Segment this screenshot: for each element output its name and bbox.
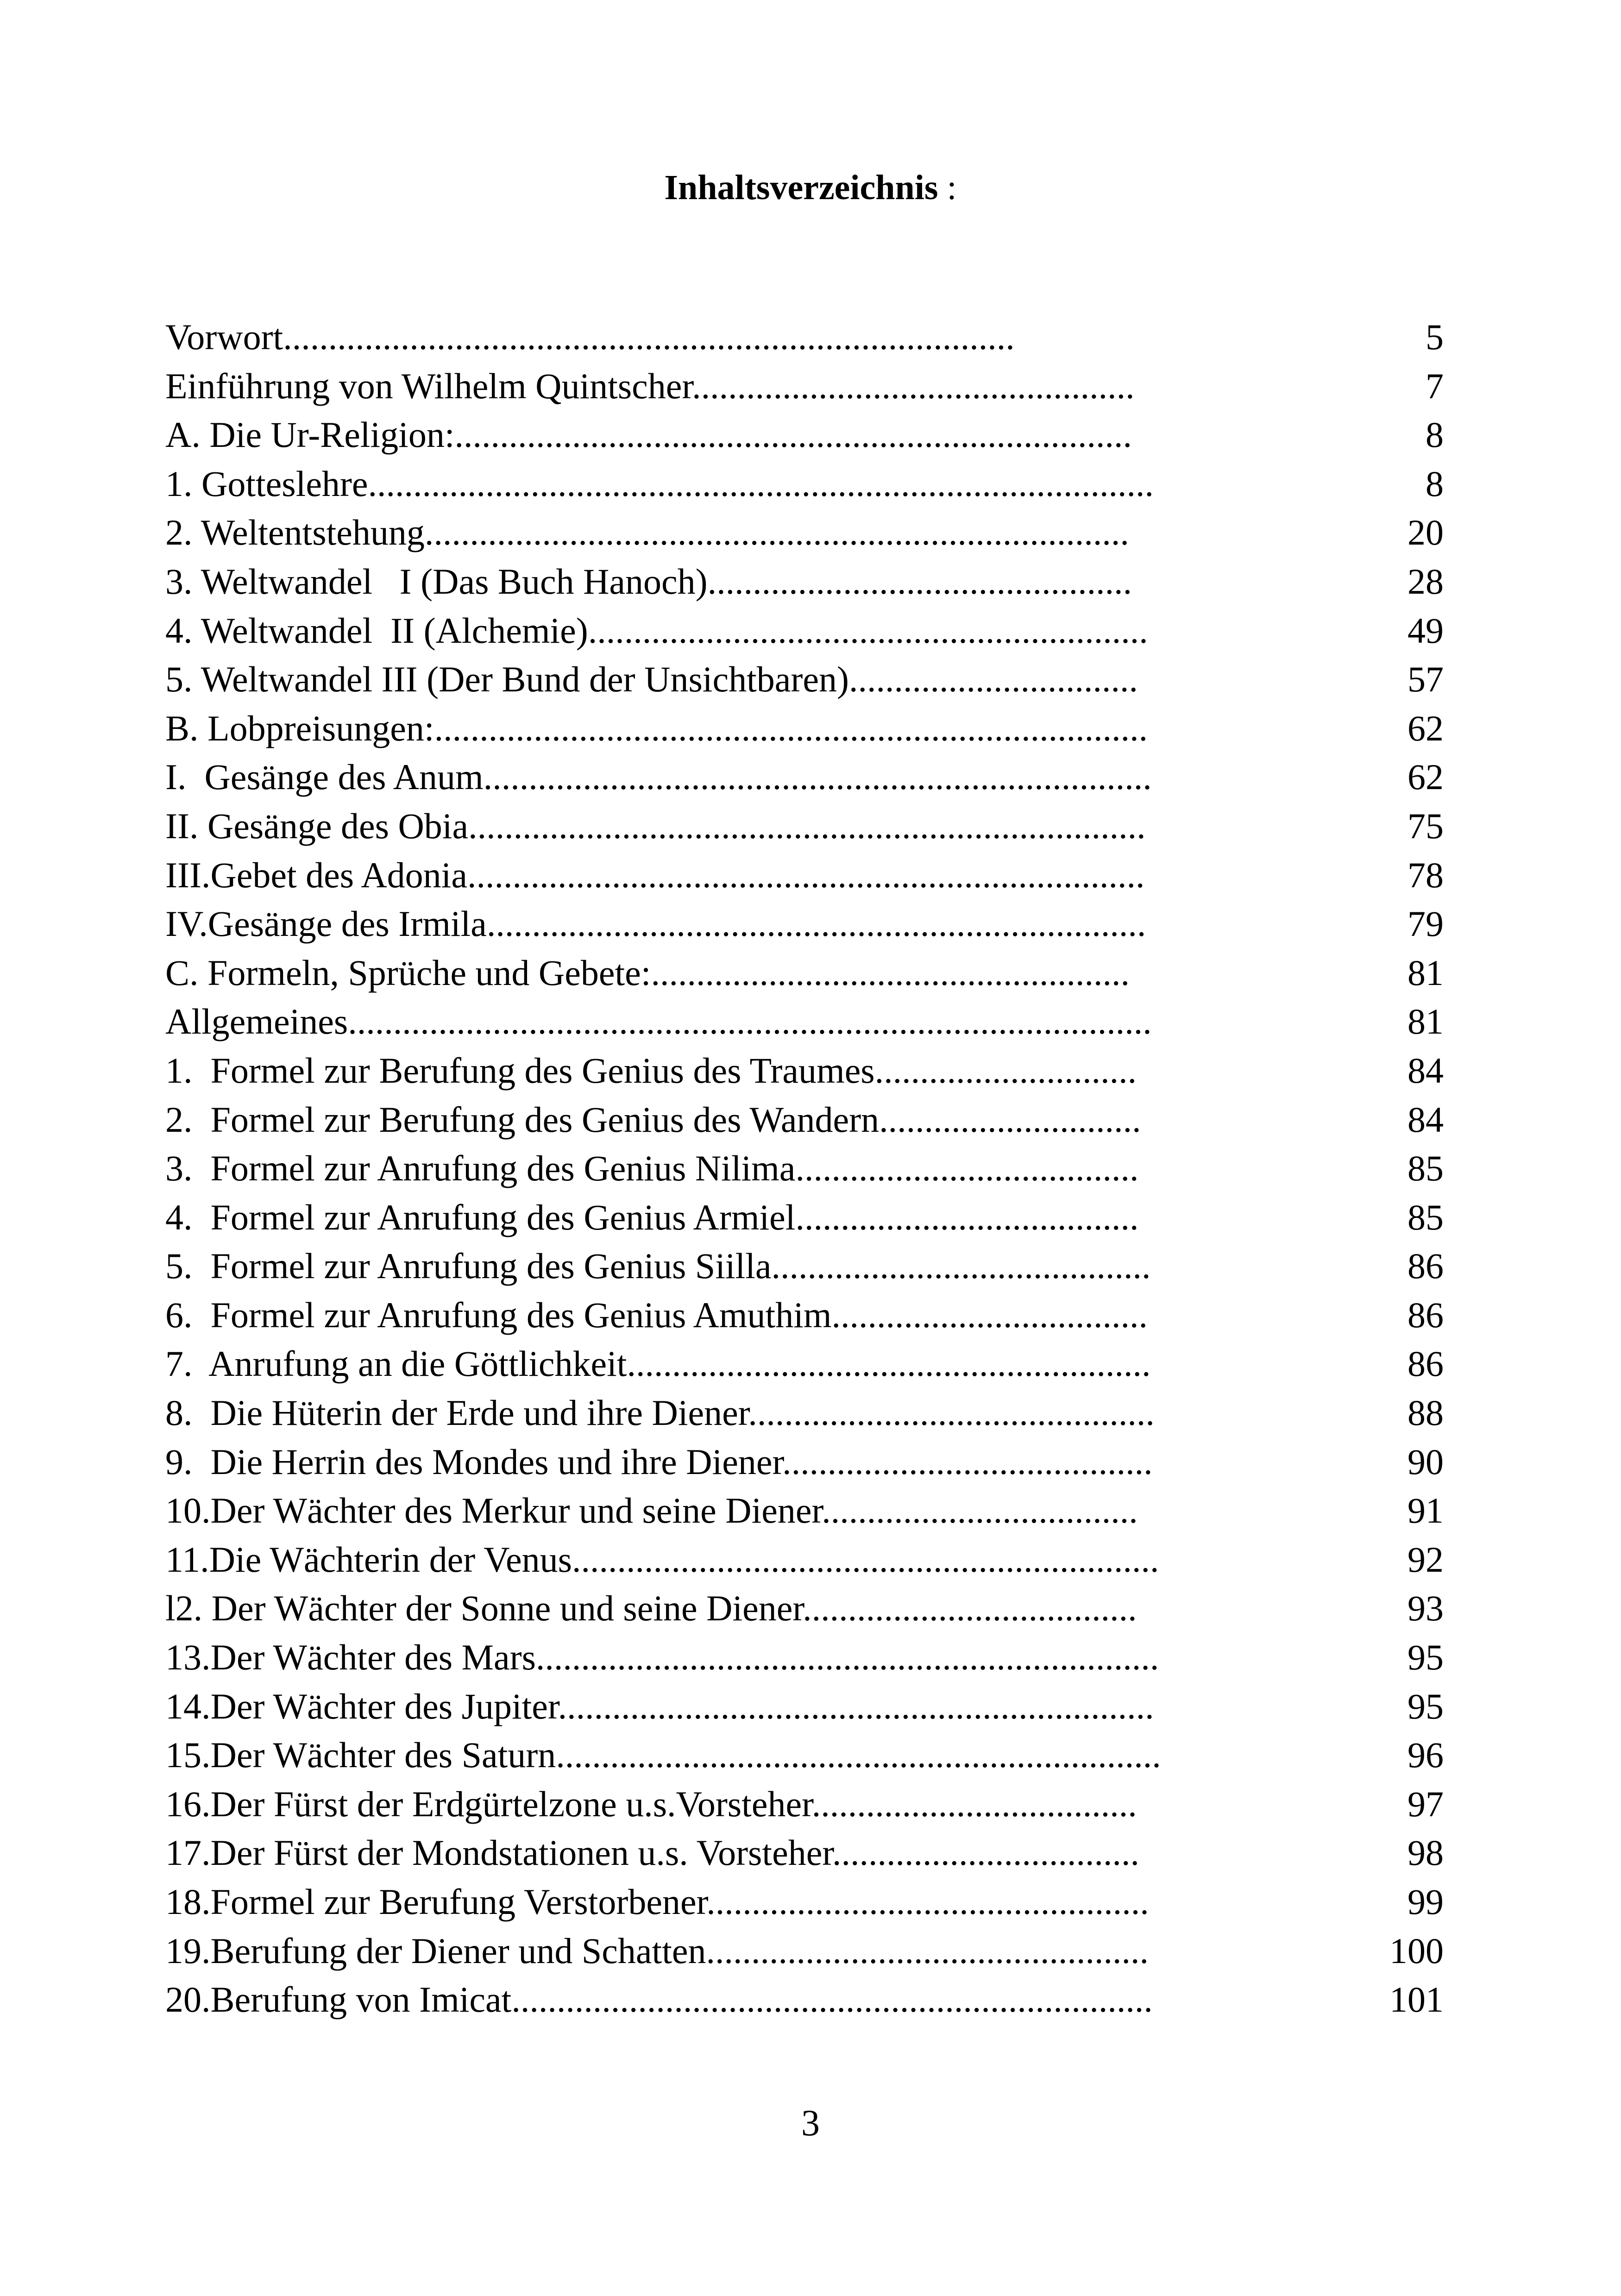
toc-entry bbox=[165, 1877, 1444, 1926]
toc-entry-page: 100 bbox=[1389, 1930, 1444, 1971]
toc-entry bbox=[165, 948, 1444, 997]
toc-entry bbox=[165, 1926, 1444, 1976]
toc-entry-title: 1. Formel zur Berufung des Genius des Traumes............................. bbox=[165, 1050, 1137, 1091]
toc-entry-title: 9. Die Herrin des Mondes und ihre Diener......................................... bbox=[165, 1441, 1153, 1482]
toc-entry-title: 6. Formel zur Anrufung des Genius Amuthim................................... bbox=[165, 1294, 1148, 1335]
toc-entry bbox=[165, 655, 1444, 704]
toc-entry-title: 2. Formel zur Berufung des Genius des Wandern............................. bbox=[165, 1099, 1141, 1140]
toc-entry-title: 19.Berufung der Diener und Schatten................................................. bbox=[165, 1930, 1149, 1971]
toc-entry-page: 8 bbox=[1426, 463, 1444, 504]
toc-entry-page: 91 bbox=[1407, 1490, 1444, 1531]
toc-entry bbox=[165, 508, 1444, 557]
toc-entry-title: 3. Formel zur Anrufung des Genius Nilima...................................... bbox=[165, 1148, 1139, 1189]
toc-entry-title: 20.Berufung von Imicat....................................................................... bbox=[165, 1979, 1153, 2020]
toc-entry-page: 81 bbox=[1407, 952, 1444, 993]
toc-entry-title: 18.Formel zur Berufung Verstorbener................................................. bbox=[165, 1882, 1149, 1922]
toc-entry-title: IV.Gesänge des Irmila......................................................................... bbox=[165, 903, 1146, 944]
toc-entry-title: 4. Formel zur Anrufung des Genius Armiel...................................... bbox=[165, 1197, 1139, 1237]
toc-entry-page: 8 bbox=[1426, 414, 1444, 455]
toc-entry-page: 98 bbox=[1407, 1832, 1444, 1873]
toc-entry-title: I. Gesänge des Anum.......................................................................... bbox=[165, 757, 1152, 797]
toc-entry bbox=[165, 1144, 1444, 1193]
toc-entry-title: Allgemeines......................................................................................... bbox=[165, 1001, 1152, 1042]
toc-entry-page: 93 bbox=[1407, 1588, 1444, 1629]
toc-entry-page: 92 bbox=[1407, 1539, 1444, 1580]
toc-entry bbox=[165, 557, 1444, 606]
toc-entry-title: 2. Weltentstehung.............................................................................. bbox=[165, 512, 1129, 553]
toc-entry-page: 57 bbox=[1407, 659, 1444, 700]
toc-entry bbox=[165, 313, 1444, 362]
toc-entry bbox=[165, 1682, 1444, 1731]
toc-entry-title: 3. Weltwandel I (Das Buch Hanoch)............................................... bbox=[165, 561, 1132, 602]
toc-entry-title: Vorwort................................................................................. bbox=[165, 317, 1015, 357]
toc-entry bbox=[165, 1242, 1444, 1291]
toc-entry-page: 62 bbox=[1407, 708, 1444, 748]
toc-entry-title: A. Die Ur-Religion:........................................................................... bbox=[165, 414, 1132, 455]
toc-entry bbox=[165, 1486, 1444, 1535]
toc-entry-page: 86 bbox=[1407, 1343, 1444, 1384]
toc-entry-page: 84 bbox=[1407, 1099, 1444, 1140]
toc-entry-page: 86 bbox=[1407, 1294, 1444, 1335]
toc-entry-page: 28 bbox=[1407, 561, 1444, 602]
toc-entry bbox=[165, 1291, 1444, 1340]
toc-entry-title: 15.Der Wächter des Saturn................................................................... bbox=[165, 1735, 1161, 1775]
toc-entry bbox=[165, 851, 1444, 900]
toc-entry bbox=[165, 1339, 1444, 1388]
toc-entry bbox=[165, 1975, 1444, 2024]
page-number: 3 bbox=[801, 2103, 820, 2144]
toc-entry-title: II. Gesänge des Obia........................................................................... bbox=[165, 805, 1146, 846]
toc-entry-page: 101 bbox=[1389, 1979, 1444, 2020]
toc-entry-page: 78 bbox=[1407, 854, 1444, 895]
toc-entry bbox=[165, 410, 1444, 459]
toc-entry-page: 88 bbox=[1407, 1393, 1444, 1433]
toc-entry bbox=[165, 899, 1444, 948]
toc-entry-page: 90 bbox=[1407, 1441, 1444, 1482]
toc-entry bbox=[165, 459, 1444, 508]
toc-entry-title: 14.Der Wächter des Jupiter.................................................................. bbox=[165, 1686, 1154, 1726]
toc-entry bbox=[165, 362, 1444, 411]
toc-entry-page: 97 bbox=[1407, 1783, 1444, 1824]
toc-entry-title: l2. Der Wächter der Sonne und seine Diener..................................... bbox=[165, 1588, 1137, 1629]
toc-entry-title: 10.Der Wächter des Merkur und seine Diener................................... bbox=[165, 1490, 1138, 1531]
page-title bbox=[0, 164, 1621, 211]
toc-entry bbox=[165, 1193, 1444, 1242]
toc-entry-title: Einführung von Wilhelm Quintscher................................................. bbox=[165, 365, 1135, 406]
toc-entry bbox=[165, 704, 1444, 753]
toc-entry-page: 95 bbox=[1407, 1637, 1444, 1678]
toc-entry-page: 79 bbox=[1407, 903, 1444, 944]
toc-entry-page: 84 bbox=[1407, 1050, 1444, 1091]
toc-entry bbox=[165, 1388, 1444, 1437]
toc-entry-title: B. Lobpreisungen:............................................................................... bbox=[165, 708, 1148, 748]
toc-entry-page: 81 bbox=[1407, 1001, 1444, 1042]
toc-entry bbox=[165, 997, 1444, 1046]
table-of-contents bbox=[165, 313, 1444, 2024]
toc-entry bbox=[165, 1828, 1444, 1877]
page-title-suffix: : bbox=[938, 168, 957, 207]
toc-entry bbox=[165, 753, 1444, 802]
toc-entry-page: 20 bbox=[1407, 512, 1444, 553]
page-title-main: Inhaltsverzeichnis bbox=[664, 168, 938, 207]
toc-entry-title: 13.Der Wächter des Mars..................................................................... bbox=[165, 1637, 1159, 1678]
toc-entry-title: 17.Der Fürst der Mondstationen u.s. Vorsteher.................................. bbox=[165, 1832, 1139, 1873]
toc-entry-page: 85 bbox=[1407, 1197, 1444, 1237]
toc-entry bbox=[165, 1633, 1444, 1682]
toc-entry-page: 62 bbox=[1407, 757, 1444, 797]
toc-entry bbox=[165, 1095, 1444, 1144]
toc-entry-title: III.Gebet des Adonia........................................................................... bbox=[165, 854, 1145, 895]
toc-entry-title: 5. Weltwandel III (Der Bund der Unsichtbaren)................................ bbox=[165, 659, 1138, 700]
toc-entry bbox=[165, 606, 1444, 655]
toc-entry-page: 75 bbox=[1407, 805, 1444, 846]
toc-entry-page: 5 bbox=[1426, 317, 1444, 357]
toc-entry-title: 4. Weltwandel II (Alchemie).............................................................. bbox=[165, 610, 1148, 651]
toc-entry-page: 96 bbox=[1407, 1735, 1444, 1775]
toc-entry-title: 11.Die Wächterin der Venus................................................................. bbox=[165, 1539, 1159, 1580]
toc-entry-page: 95 bbox=[1407, 1686, 1444, 1726]
toc-entry-title: 5. Formel zur Anrufung des Genius Siilla.......................................... bbox=[165, 1246, 1151, 1286]
toc-entry-title: 8. Die Hüterin der Erde und ihre Diener............................................. bbox=[165, 1393, 1155, 1433]
toc-entry-title: 1. Gotteslehre....................................................................................... bbox=[165, 463, 1154, 504]
toc-entry bbox=[165, 1584, 1444, 1633]
toc-entry bbox=[165, 802, 1444, 851]
toc-entry-page: 86 bbox=[1407, 1246, 1444, 1286]
toc-entry-page: 85 bbox=[1407, 1148, 1444, 1189]
toc-entry-title: 7. Anrufung an die Göttlichkeit.......................................................... bbox=[165, 1343, 1151, 1384]
toc-entry bbox=[165, 1535, 1444, 1584]
toc-entry-page: 7 bbox=[1426, 365, 1444, 406]
toc-entry bbox=[165, 1437, 1444, 1487]
toc-entry-title: C. Formeln, Sprüche und Gebete:..................................................... bbox=[165, 952, 1130, 993]
toc-entry-page: 99 bbox=[1407, 1882, 1444, 1922]
toc-entry bbox=[165, 1780, 1444, 1829]
toc-entry bbox=[165, 1046, 1444, 1095]
toc-entry-title: 16.Der Fürst der Erdgürtelzone u.s.Vorsteher.................................... bbox=[165, 1783, 1137, 1824]
toc-entry bbox=[165, 1731, 1444, 1780]
toc-entry-page: 49 bbox=[1407, 610, 1444, 651]
